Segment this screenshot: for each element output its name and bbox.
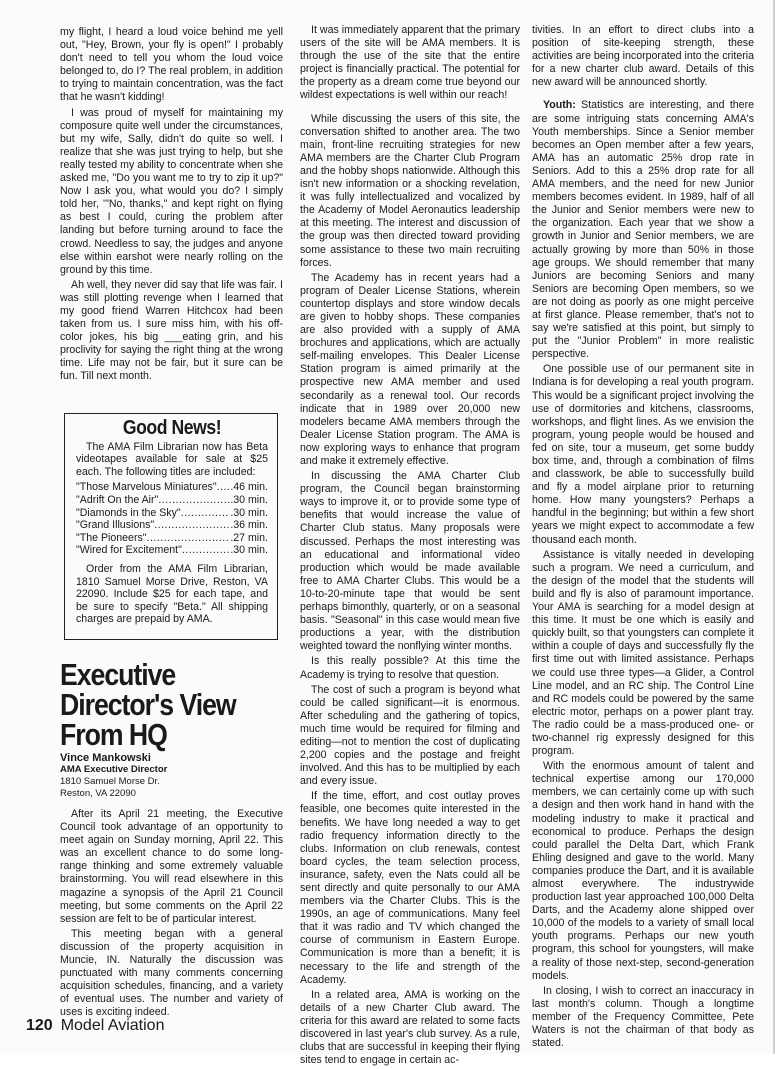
paragraph: This meeting began with a general discussion of the property acquisition in Muncie, IN. Naturally the discussion was punctuated with many comments concerning acquisition schedules, financing, and a variety of eventual uses. The number and variety of uses is exciting indeed. — [60, 927, 283, 1019]
paragraph: In a related area, AMA is working on the details of a new Charter Club award. The criteria for this award are related to some facts discovered in last year's club survey. As a rule, clubs that are successful in keeping their flying sites tend to engage in certain ac- — [300, 988, 520, 1067]
paragraph: Is this really possible? At this time the Academy is trying to resolve that question. — [300, 655, 520, 681]
video-title: "Wired for Excitement" — [76, 544, 182, 557]
video-item — [76, 481, 268, 494]
author-address-line-1: 1810 Samuel Morse Dr. — [60, 776, 160, 787]
column-1-top — [60, 26, 283, 386]
video-duration: .30 min. — [230, 544, 268, 557]
video-item — [76, 507, 268, 520]
video-title: "Those Marvelous Miniatures" — [76, 481, 217, 494]
video-duration: .30 min. — [230, 493, 268, 506]
magazine-name: Model Aviation — [60, 1017, 165, 1034]
page-footer — [26, 1017, 164, 1035]
paragraph: In discussing the AMA Charter Club program, the Council began brainstorming ways to improve it, or to provide some type of benefits that would increase the value of Charter Club status. Many proposals were discussed. Perhaps the most interesting was an educational and informational video production which would be made available free to AMA Charter Clubs. This would be a 10-to-20-minute tape that would be sent perhaps bimonthly, quarterly, or on a seasonal basis. "Seasonal" in this case would mean five productions a year, with the distribution weighted toward the nonflying winter months. — [300, 470, 520, 653]
paragraph: One possible use of our permanent site in Indiana is for developing a real youth program. This would be a significant project involving the use of dormitories and kitchens, classrooms, workshops, and flight lines. As we envision the program, young people would be housed and fed on site, tour a museum, get some buddy box time, and, through a combination of films and classwork, be able to successfully build and fly a model airplane prior to returning home. How many youngsters? Perhaps a handful in the beginning; but within a few short years we might expect to accommodate a few thousand each month. — [532, 363, 754, 546]
article-headline: Executive Director's View From HQ — [60, 657, 236, 752]
paragraph: my flight, I heard a loud voice behind me yell out, "Hey, Brown, your fly is open!" I probably don't need to tell you whom the loud voice belonged to, do I? The real problem, in addition to trying to maintain concentration, was the fact that he wasn't kidding! — [60, 26, 283, 104]
video-duration: .30 min. — [230, 506, 268, 519]
paragraph: Assistance is vitally needed in developing such a program. We need a curriculum, and the design of the model that the students will build and fly is also of paramount importance. Your AMA is searching for a model design at this time. It must be one which is easily and quickly built, so that youngsters can complete it within a couple of days and successfully fly the first time out with limited assistance. Perhaps we could use three types—a Glider, a Control Line model, and an RC ship. The Control Line and RC models could be powered by the same electric motor, perhaps on a power plant tray. The radio could be a mass-produced one- or two-channel rig expressly designed for this program. — [532, 548, 754, 758]
paragraph: If the time, effort, and cost outlay proves feasible, one becomes quite interested in the benefits. We have long needed a way to get radio frequency information directly to the clubs. Information on club renewals, contest board cycles, the team selection process, insurance, safety, even the Nats could all be sent directly and quite personally to our AMA members via the Charter Clubs. This is the 1990s, an age of communications. Many feel that it was radio and TV which changed the course of communism in Eastern Europe. Communication is more than a benefit; it is necessary to the life and strength of the Academy. — [300, 790, 520, 986]
paragraph: In closing, I wish to correct an inaccuracy in last month's column. Though a longtime member of the Frequency Committee, Pete Waters is not the chairman of that body as stated. — [532, 984, 754, 1050]
paragraph: I was proud of myself for maintaining my composure quite well under the circumstances, but my wife, Sally, didn't do quite so well. I realize that she was just trying to help, but she really tested my ability to concentrate when she asked me, "Do you want me to try to zip it up?" Now I ask you, what would you do? I simply told her, '"No, thanks," and kept right on flying as best I could, curing the problem after landing but before turning around to face the crowd. Needless to say, the judges and anyone else within earshot were nearly rolling on the ground by this time. — [60, 106, 283, 276]
video-list — [76, 481, 268, 557]
video-title: "Adrift On the Air" — [76, 493, 159, 506]
column-2 — [300, 24, 520, 1069]
leader-dots — [181, 507, 231, 520]
video-duration: .46 min. — [230, 481, 268, 494]
paragraph: After its April 21 meeting, the Executive Council took advantage of an opportunity to meet again on Sunday morning, April 22. This was an excellent chance to do some long-range thinking and some extremely valuable brainstorming. You will read elsewhere in this magazine a synopsis of the April 21 Council meeting, but some comments on the April 22 session are felt to be of particular interest. — [60, 808, 283, 925]
column-1-bottom — [60, 808, 283, 1022]
byline — [60, 752, 280, 800]
leader-dots — [182, 544, 230, 557]
paragraph: tivities. In an effort to direct clubs into a position of site-keeping strength, these activities are being incorporated into the criteria for a new charter club award. Details of this new award will be announced shortly. — [532, 24, 754, 89]
leader-dots — [217, 481, 231, 494]
paragraph: The cost of such a program is beyond what could be called significant—it is enormous. After scheduling and the gathering of topics, much time would be required for filming and editing—not to mention the cost of duplicating 2,200 copies and the postage and freight involved. And this has to be multiplied by each and every issue. — [300, 683, 520, 788]
good-news-order-info: Order from the AMA Film Librarian, 1810 Samuel Morse Drive, Reston, VA 22090. Include $25 for each tape, and be sure to specify "Beta." All shipping charges are prepaid by AMA. — [76, 562, 268, 626]
video-item — [76, 532, 268, 545]
leader-dots — [154, 519, 230, 532]
column-3 — [532, 24, 754, 1052]
author-name: Vince Mankowski — [60, 752, 151, 764]
paragraph: While discussing the users of this site, the conversation shifted to another area. The two main, front-line recruiting strategies for new AMA members are the Charter Club Program and the hobby shops nationwide. Although this isn't new information or a shocking revelation, it was fully intellectualized and vocalized by the Academy of Model Aeronautics leadership at this meeting. The interest and discussion of the group was then directed toward providing some assistance to these two main recruiting forces. — [300, 112, 520, 269]
author-role: AMA Executive Director — [60, 764, 168, 775]
video-title: "The Pioneers" — [76, 531, 147, 544]
youth-subhead: Youth: — [543, 99, 576, 112]
leader-dots — [147, 532, 231, 545]
video-duration: .27 min. — [230, 531, 268, 544]
paragraph: Ah well, they never did say that life was fair. I was still plotting revenge when I learned that my good friend Warren Hitchcox had been taken from us. I sure miss him, with his off-color jokes, his big ___eating grin, and his proclivity for saying the right thing at the wrong time. Life may not be fair, but it sure can be fun. Till next month. — [60, 278, 283, 383]
leader-dots — [158, 494, 230, 507]
youth-body: Statistics are interesting, and there are some intriguing stats concerning AMA's Youth memberships. Since a Senior member becomes an Open member after a few years, AMA has an automatic 25% drop rate in Seniors. Add to this a 25% drop rate for all AMA members, and the need for new Junior members becomes evident. In 1989, half of all the Junior and Senior members were new to the organization. Each year that we show a growth in Junior and Senior members, we are actually growing by more than 50% in those age groups. We should remember that many Juniors are becoming Seniors and many Seniors are becoming Open members, so we are not doing as poorly as one might perceive at first glance. Please remember, that's not to say we're satisfied at this point, but simply to put the "Junior Problem" in more realistic perspective. — [532, 99, 754, 361]
paragraph: With the enormous amount of talent and technical expertise among our 170,000 members, we can certainly come up with such a design and then work hand in hand with the modeling industry to make it practical and economical to produce. Perhaps the design could parallel the Delta Dart, which Frank Ehling designed and gave to the world. Many companies produce the Dart, and it is available almost everywhere. The industrywide production last year approached 100,000 Delta Darts, and the Academy alone shipped over 10,000 of the models to a variety of small local youth programs. Perhaps our new youth program, this school for youngsters, will make a reality of those next-step, second-generation models. — [532, 760, 754, 982]
video-title: "Grand Illusions" — [76, 519, 155, 532]
paragraph: The Academy has in recent years had a program of Dealer License Stations, wherein countertop displays and store window decals are given to hobby shops. These companies are also provided with a supply of AMA brochures and applications, which are actually self-mailing envelopes. This Dealer License Station program is aimed primarily at the prospective new AMA member and used secondarily as a renewal tool. Our records indicate that in 1989 over 20,000 new modelers became AMA members through the Dealer License Station program. The AMA is now exploring ways to enhance that program and make it extremely effective. — [300, 271, 520, 467]
video-item — [76, 494, 268, 507]
youth-paragraph — [532, 99, 754, 361]
author-address-line-2: Reston, VA 22090 — [60, 788, 136, 799]
good-news-box — [64, 413, 278, 640]
video-duration: .36 min. — [230, 519, 268, 532]
good-news-intro: The AMA Film Librarian now has Beta videotapes available for sale at $25 each. The following titles are included: — [76, 440, 268, 478]
good-news-title: Good News! — [122, 417, 222, 439]
video-title: "Diamonds in the Sky" — [76, 506, 181, 519]
page-number: 120 — [26, 1017, 53, 1034]
video-item — [76, 519, 268, 532]
paragraph: It was immediately apparent that the primary users of the site will be AMA members. It is through the use of the site that the entire project is financially practical. The potential for the property as a dream come true beyond our wildest expectations is well within our reach! — [300, 24, 520, 102]
video-item — [76, 544, 268, 557]
